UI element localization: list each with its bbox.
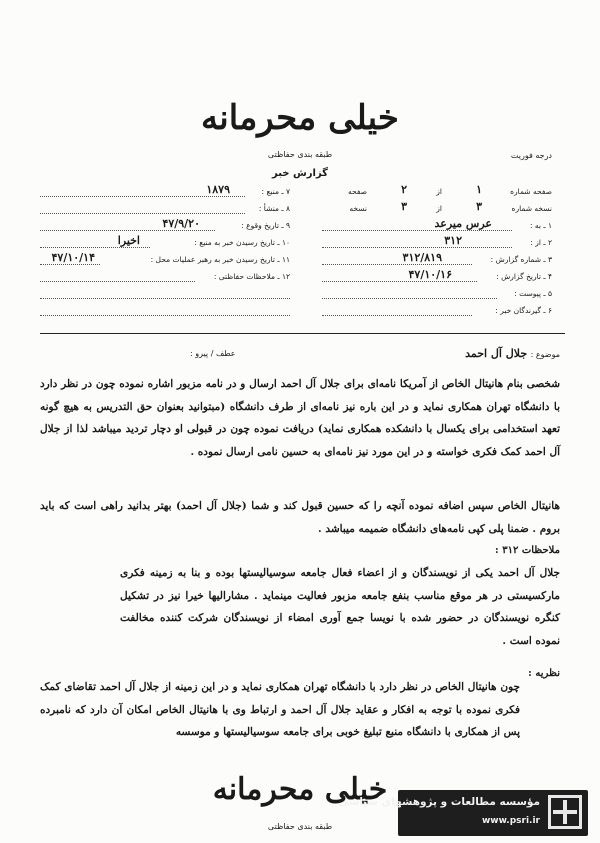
field-label: ۷ ـ منبع : xyxy=(261,187,290,196)
field-security-notes-line xyxy=(40,303,290,318)
field-source-receipt-date xyxy=(40,235,290,250)
field-source xyxy=(40,184,290,199)
subject-label: موضوع : xyxy=(530,350,560,359)
field-of: از xyxy=(436,204,442,213)
opinion-heading: نظریه : xyxy=(528,668,560,679)
paragraph-text: هانیتال الخاص سپس اضافه نموده آنچه را که حسین قبول کند و شما (جلال آل احمد) بهتر بدانید راهی است که باید بروم . ضمنا پلی کپی نامه‌های دانشگاه ضمیمه میباشد . xyxy=(40,500,560,535)
header-classification-title: خیلی محرمانه xyxy=(201,98,399,138)
field-total: ۲ xyxy=(401,183,407,196)
field-value: ۱ xyxy=(476,183,482,196)
subject-line xyxy=(465,347,560,360)
field-label: ۵ ـ پیوست : xyxy=(514,289,552,298)
field-label: ۱۰ ـ تاریخ رسیدن خبر به منبع : xyxy=(194,238,290,247)
field-label: ۴ ـ تاریخ گزارش : xyxy=(496,272,552,281)
field-value: ۴۷/۱۰/۱۶ xyxy=(408,268,452,281)
field-from xyxy=(322,235,552,250)
field-attachment xyxy=(322,286,552,301)
footer-classification-title: خیلی محرمانه xyxy=(212,772,388,807)
field-value: ۱۸۷۹ xyxy=(206,183,230,196)
field-value: ۳۱۲ xyxy=(444,234,462,247)
field-value: ۴۷/۱۰/۱۴ xyxy=(51,251,95,264)
field-security-notes xyxy=(40,269,290,284)
subject-value: جلال آل احمد xyxy=(465,347,528,360)
paragraph-text: شخصی بنام هانیتال الخاص از آمریکا نامه‌ای برای جلال آل احمد ارسال و در نامه مزبور اشاره نموده چون در نظر دارد با دانشگاه تهران همکاری نماید و در این باره نیز نامه‌ای از طرف دانشگاه (مبتوانید بعنوان حق التدریس به هیچ گونه تعهد استخدامی برای یکسال با دانشکده همکاری نماید) دریافت نموده چون در قبولی او دچار تردید میباشد لذا از جلال آل احمد کمک فکری خواسته و در این مورد نیز نامه‌ای به حسین نامی ارسال نموده . xyxy=(40,378,560,458)
field-page-number xyxy=(322,184,552,199)
body-paragraph xyxy=(40,373,560,463)
body-paragraph xyxy=(120,562,560,652)
field-security-notes-line xyxy=(40,286,290,301)
institute-logo-icon xyxy=(548,795,582,829)
header-classification-label: طبقه بندی حفاظتی xyxy=(267,150,333,159)
section-divider xyxy=(40,333,565,334)
field-value: عرس میرعد xyxy=(434,217,492,230)
field-label: ۹ ـ تاریخ وقوع : xyxy=(241,221,290,230)
footer-classification-label: طبقه بندی حفاظتی xyxy=(267,822,333,831)
field-label: ۳ ـ شماره گزارش : xyxy=(490,255,552,264)
field-label: نسخه شماره xyxy=(511,204,552,213)
field-label: ۱ ـ به : xyxy=(529,221,552,230)
field-label: ۸ ـ منشأ : xyxy=(258,204,290,213)
institute-watermark xyxy=(338,790,588,836)
institute-url: www.psri.ir xyxy=(481,816,540,826)
field-recipients xyxy=(322,303,552,318)
field-copy-number xyxy=(322,201,552,216)
priority-label: درجه فوریت xyxy=(510,151,552,160)
field-total: ۳ xyxy=(401,200,407,213)
body-paragraph xyxy=(40,676,520,744)
field-to xyxy=(322,218,552,233)
notes-heading: ملاحظات ۳۱۲ : xyxy=(495,545,560,556)
field-of: از xyxy=(436,187,442,196)
field-label: صفحه شماره xyxy=(510,187,552,196)
body-paragraph xyxy=(40,495,560,540)
field-value: ۳۱۲/۸۱۹ xyxy=(402,251,442,264)
field-value: ۳ xyxy=(476,200,482,213)
reference-label: عطف / پیرو : xyxy=(190,349,236,358)
field-label: ۶ ـ گیرندگان خبر : xyxy=(495,306,552,315)
field-unit: نسخه xyxy=(349,204,367,213)
paragraph-text: چون هانیتال الخاص در نظر دارد با دانشگاه تهران همکاری نماید و در این زمینه از جلال آل احمد تقاضای کمک فکری نموده با توجه به افکار و عقاید جلال آل احمد و ارتباط وی با هانیتال الخاص امکان آن دارد که نامبرده پس از همکاری با دانشگاه منبع تبلیغ خوبی برای جامعه سوسیالیستها و موسسه xyxy=(40,681,520,738)
report-type-title: گزارش خبر xyxy=(271,168,328,179)
field-event-date xyxy=(40,218,290,233)
institute-name: مؤسسه مطالعات و پژوهشهای سیاسی xyxy=(338,796,540,808)
field-unit: صفحه xyxy=(347,187,367,196)
field-value: ۴۷/۹/۲۰ xyxy=(162,217,200,230)
field-label: ۲ ـ از : xyxy=(530,238,552,247)
field-label: ۱۲ ـ ملاحظات حفاظتی : xyxy=(213,272,290,281)
field-label: ۱۱ ـ تاریخ رسیدن خبر به رهبر عملیات محل : xyxy=(150,255,290,264)
paragraph-text: جلال آل احمد یکی از نویسندگان و از اعضاء فعال جامعه سوسیالیستها بوده و بنا به زمینه فکری مارکسیستی در هر موقع مناسب بنفع جامعه مزبور فعالیت مینماید . مشارالیها خیرا نیز در تشکیل کنگره نویسندگان در حضور شده با نویسا جمع آوری امضاء از نویسندگان شرکت کننده مخالفت نموده است . xyxy=(120,567,560,647)
field-origin xyxy=(40,201,290,216)
field-report-date xyxy=(322,269,552,284)
field-value: اخیرا xyxy=(117,234,140,247)
field-operations-receipt-date xyxy=(40,252,290,267)
field-report-number xyxy=(322,252,552,267)
